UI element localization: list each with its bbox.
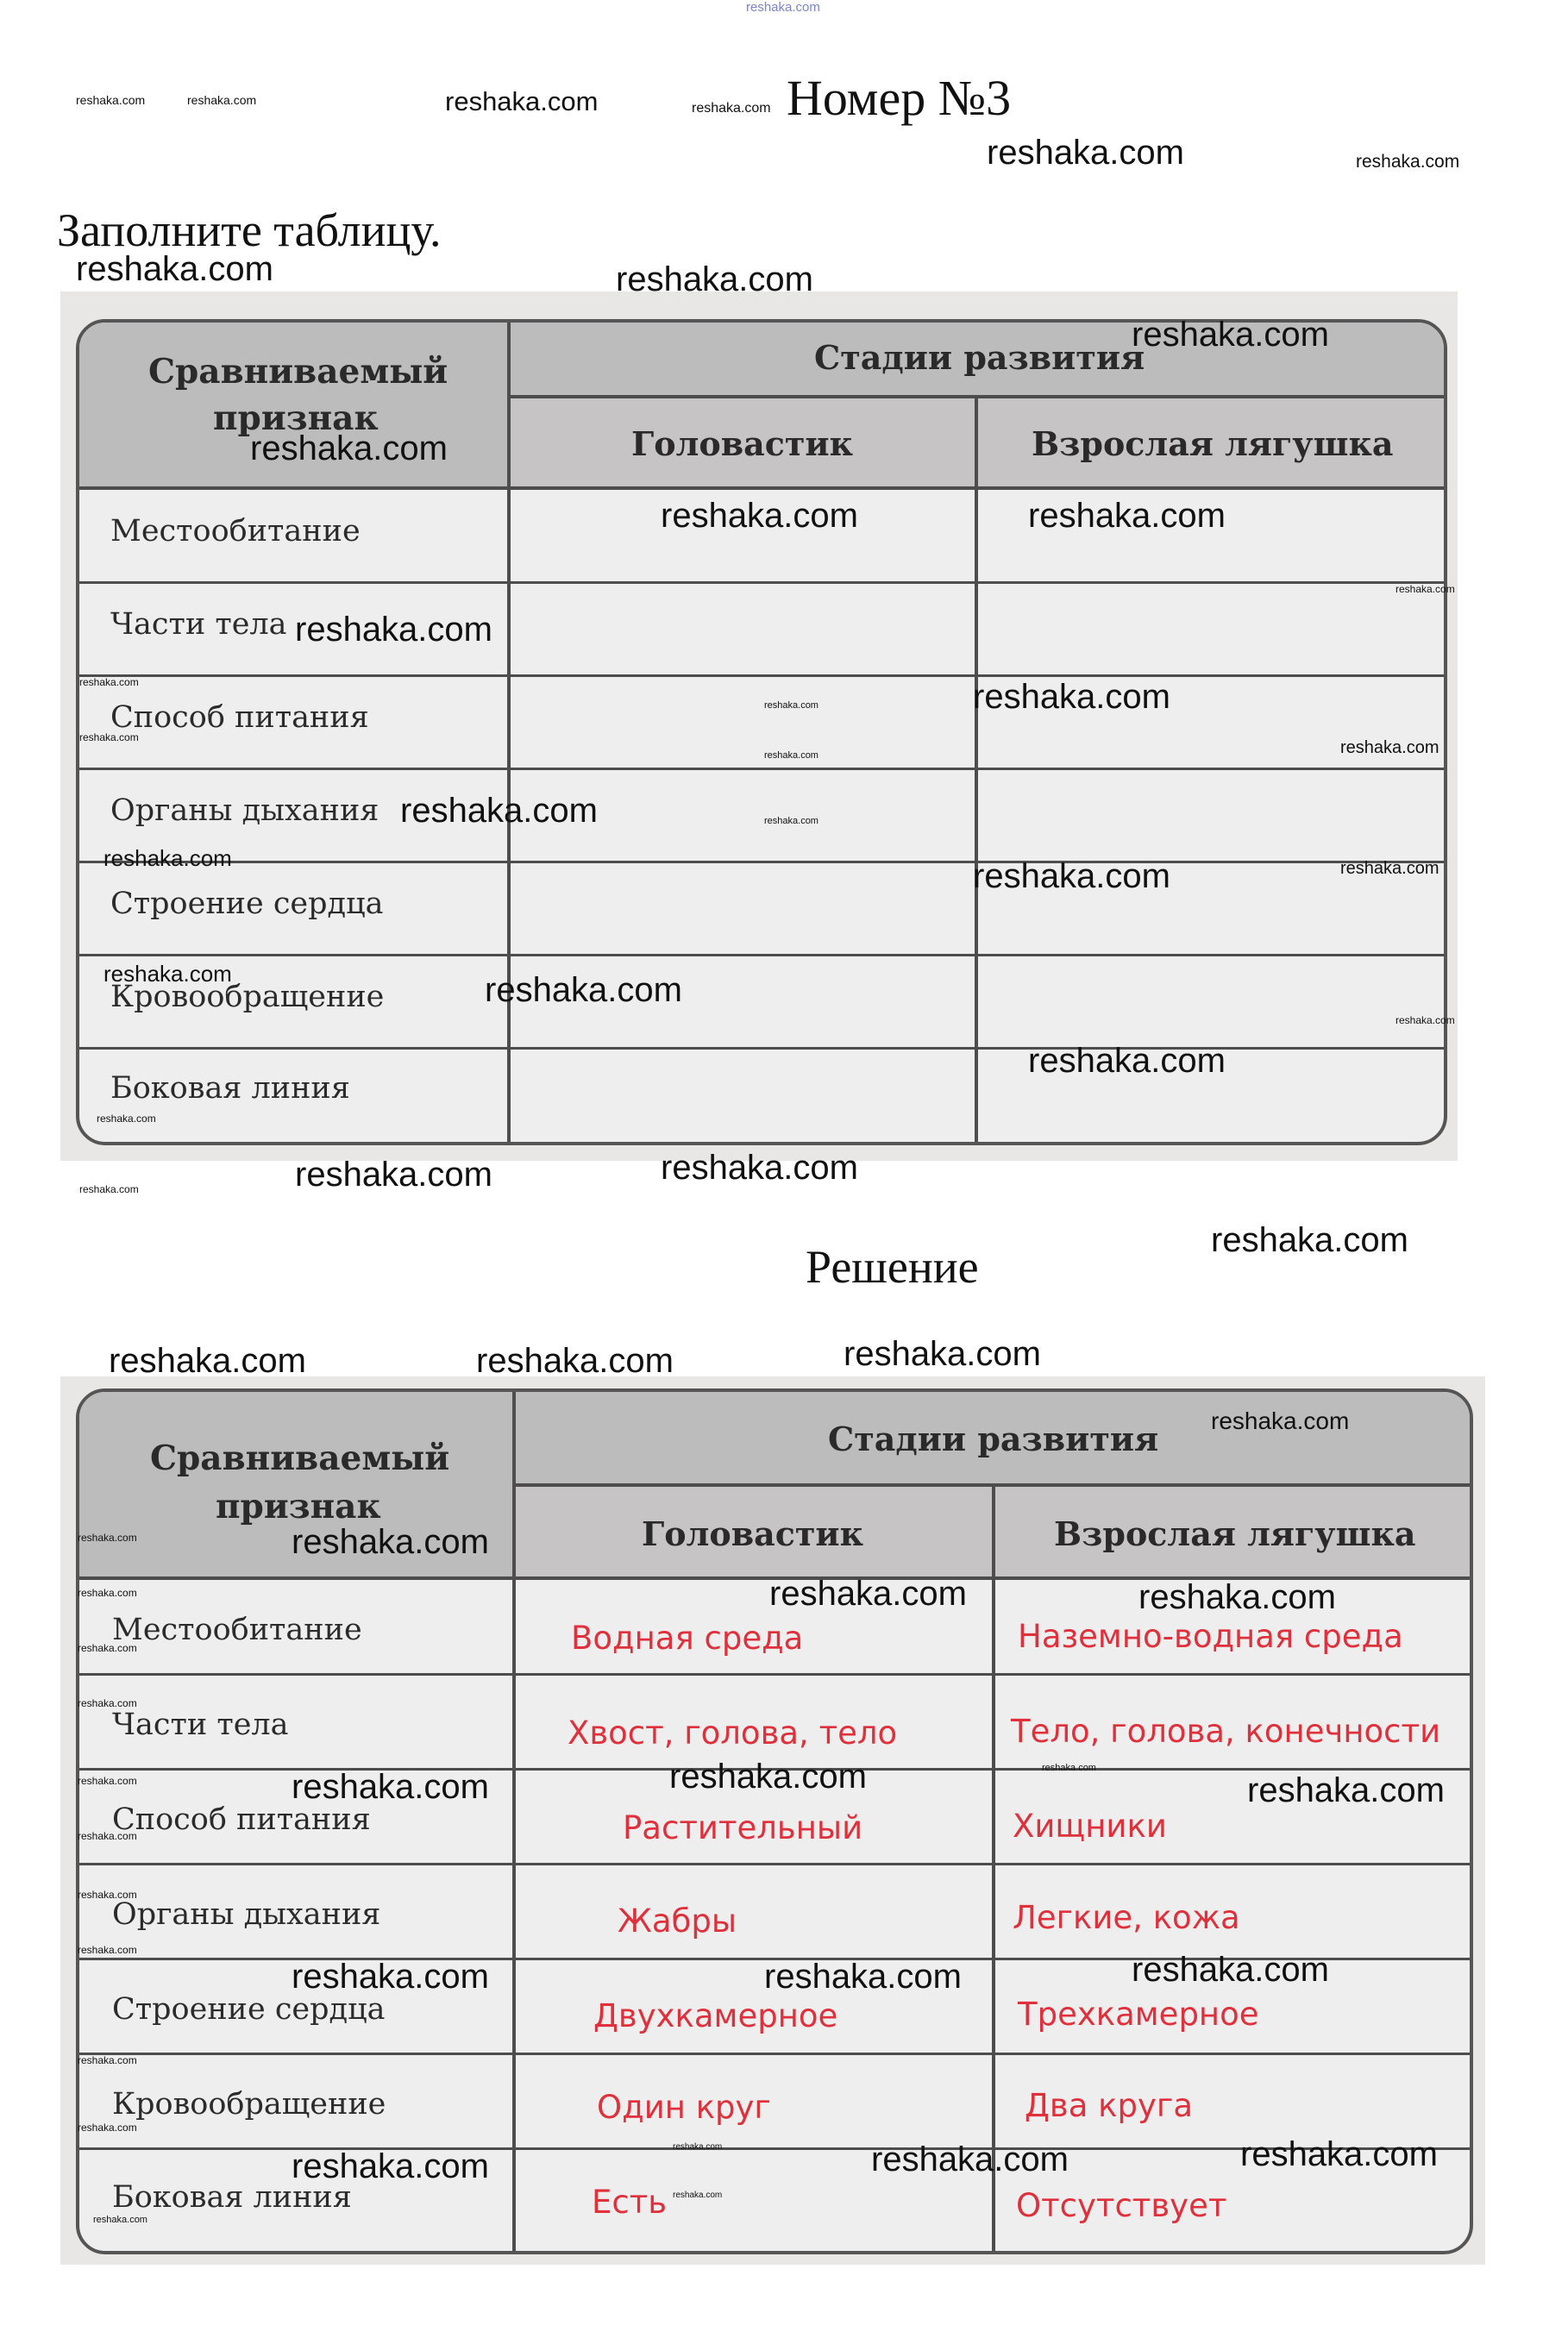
watermark: reshaka.com bbox=[400, 792, 598, 830]
watermark: reshaka.com bbox=[292, 1523, 489, 1561]
watermark: reshaka.com bbox=[1396, 1014, 1455, 1026]
watermark: reshaka.com bbox=[1028, 497, 1226, 535]
row-label-lateral-line: Боковая линия bbox=[112, 2180, 352, 2215]
watermark: reshaka.com bbox=[1132, 316, 1329, 354]
watermark: reshaka.com bbox=[769, 1575, 967, 1613]
watermark: reshaka.com bbox=[764, 1958, 962, 1996]
watermark: reshaka.com bbox=[250, 429, 448, 467]
row-label-heart: Строение сердца bbox=[112, 1992, 386, 2027]
answer-frog-feeding: Хищники bbox=[1013, 1808, 1167, 1845]
watermark: reshaka.com bbox=[78, 2054, 137, 2066]
watermark: reshaka.com bbox=[661, 497, 858, 535]
watermark: reshaka.com bbox=[78, 1642, 137, 1654]
watermark: reshaka.com bbox=[692, 101, 771, 116]
solution-heading: Решение bbox=[806, 1241, 979, 1293]
answer-tadpole-body-parts: Хвост, голова, тело bbox=[568, 1714, 898, 1752]
row-label-circulation: Кровообращение bbox=[112, 2087, 386, 2122]
solution-table bbox=[76, 1388, 1473, 2254]
answer-tadpole-respiration: Жабры bbox=[618, 1902, 737, 1940]
watermark: reshaka.com bbox=[79, 676, 139, 688]
row-label-respiration: Органы дыхания bbox=[110, 793, 379, 828]
row-label-feeding: Способ питания bbox=[112, 1802, 371, 1837]
watermark: reshaka.com bbox=[78, 1944, 137, 1956]
instruction: Заполните таблицу. bbox=[57, 204, 442, 256]
watermark: reshaka.com bbox=[78, 1775, 137, 1787]
watermark: reshaka.com bbox=[292, 1958, 489, 1996]
watermark: reshaka.com bbox=[1211, 1221, 1408, 1259]
header-frog: Взрослая лягушка bbox=[1032, 424, 1394, 463]
header-frog: Взрослая лягушка bbox=[1054, 1514, 1416, 1553]
watermark: reshaka.com bbox=[103, 961, 232, 987]
answer-frog-habitat: Наземно-водная среда bbox=[1018, 1618, 1403, 1655]
watermark: reshaka.com bbox=[78, 1697, 137, 1709]
header-feature-line1: Сравниваемый bbox=[148, 352, 448, 392]
page-title: Номер №3 bbox=[787, 70, 1012, 126]
watermark: reshaka.com bbox=[1247, 1771, 1445, 1809]
watermark: reshaka.com bbox=[987, 134, 1184, 172]
watermark: reshaka.com bbox=[76, 250, 273, 288]
watermark: reshaka.com bbox=[871, 2141, 1069, 2178]
header-feature-line2: признак bbox=[213, 398, 379, 438]
header-tadpole: Головастик bbox=[642, 1514, 864, 1553]
answer-tadpole-feeding: Растительный bbox=[623, 1809, 863, 1846]
row-label-respiration: Органы дыхания bbox=[112, 1897, 381, 1932]
watermark: reshaka.com bbox=[78, 1830, 137, 1842]
answer-frog-lateral-line: Отсутствует bbox=[1016, 2187, 1227, 2224]
watermark: reshaka.com bbox=[78, 2122, 137, 2134]
watermark: reshaka.com bbox=[661, 1149, 858, 1187]
header-tadpole: Головастик bbox=[631, 424, 854, 463]
watermark: reshaka.com bbox=[673, 2191, 723, 2200]
watermark: reshaka.com bbox=[109, 1342, 306, 1380]
watermark: reshaka.com bbox=[1396, 583, 1455, 595]
watermark: reshaka.com bbox=[295, 611, 492, 649]
answer-frog-heart: Трехкамерное bbox=[1018, 1996, 1259, 2033]
watermark: reshaka.com bbox=[79, 731, 139, 743]
watermark: reshaka.com bbox=[973, 678, 1170, 716]
watermark: reshaka.com bbox=[1211, 1407, 1350, 1434]
row-label-body-parts: Части тела bbox=[112, 1708, 289, 1742]
watermark: reshaka.com bbox=[97, 1113, 156, 1125]
answer-tadpole-circulation: Один круг bbox=[597, 2089, 771, 2126]
watermark: reshaka.com bbox=[1340, 738, 1439, 757]
watermark: reshaka.com bbox=[1340, 859, 1439, 878]
row-label-body-parts: Части тела bbox=[110, 607, 287, 642]
watermark: reshaka.com bbox=[764, 816, 818, 826]
answer-frog-circulation: Два круга bbox=[1025, 2087, 1193, 2124]
watermark: reshaka.com bbox=[103, 845, 232, 871]
watermark: reshaka.com bbox=[476, 1342, 674, 1380]
watermark: reshaka.com bbox=[616, 260, 813, 298]
watermark: reshaka.com bbox=[79, 1183, 139, 1195]
watermark: reshaka.com bbox=[1028, 1042, 1226, 1080]
answer-frog-respiration: Легкие, кожа bbox=[1013, 1899, 1240, 1936]
watermark: reshaka.com bbox=[1132, 1951, 1329, 1989]
header-stages: Стадии развития bbox=[814, 338, 1145, 377]
watermark: reshaka.com bbox=[292, 2147, 489, 2185]
row-label-lateral-line: Боковая линия bbox=[110, 1071, 350, 1106]
watermark: reshaka.com bbox=[485, 971, 682, 1009]
watermark: reshaka.com bbox=[93, 2215, 147, 2225]
watermark: reshaka.com bbox=[669, 1758, 867, 1796]
watermark: reshaka.com bbox=[78, 1889, 137, 1901]
row-label-feeding: Способ питания bbox=[110, 700, 369, 735]
row-label-habitat: Местообитание bbox=[112, 1613, 362, 1647]
watermark: reshaka.com bbox=[673, 2142, 723, 2152]
row-label-habitat: Местообитание bbox=[110, 514, 361, 548]
answer-frog-body-parts: Тело, голова, конечности bbox=[1011, 1713, 1441, 1750]
answer-tadpole-lateral-line: Есть bbox=[592, 2184, 668, 2221]
answer-tadpole-habitat: Водная среда bbox=[571, 1620, 804, 1657]
watermark: reshaka.com bbox=[292, 1768, 489, 1806]
watermark: reshaka.com bbox=[78, 1532, 137, 1544]
watermark: reshaka.com bbox=[295, 1156, 492, 1194]
row-label-circulation: Кровообращение bbox=[110, 980, 385, 1014]
watermark: reshaka.com bbox=[844, 1335, 1041, 1373]
watermark: reshaka.com bbox=[973, 857, 1170, 895]
watermark: reshaka.com bbox=[764, 700, 818, 711]
watermark-top: reshaka.com bbox=[746, 0, 820, 15]
row-label-heart: Строение сердца bbox=[110, 887, 384, 921]
watermark: reshaka.com bbox=[76, 93, 146, 107]
header-stages: Стадии развития bbox=[828, 1420, 1159, 1458]
watermark: reshaka.com bbox=[187, 93, 257, 107]
watermark: reshaka.com bbox=[1240, 2135, 1438, 2173]
answer-tadpole-heart: Двухкамерное bbox=[593, 1997, 838, 2034]
header-feature-line2: признак bbox=[216, 1487, 381, 1526]
watermark: reshaka.com bbox=[445, 86, 599, 116]
watermark: reshaka.com bbox=[78, 1587, 137, 1599]
watermark: reshaka.com bbox=[1042, 1763, 1096, 1773]
watermark: reshaka.com bbox=[764, 750, 818, 761]
watermark: reshaka.com bbox=[1356, 152, 1460, 172]
watermark: reshaka.com bbox=[1138, 1578, 1336, 1616]
header-feature-line1: Сравниваемый bbox=[150, 1439, 450, 1478]
